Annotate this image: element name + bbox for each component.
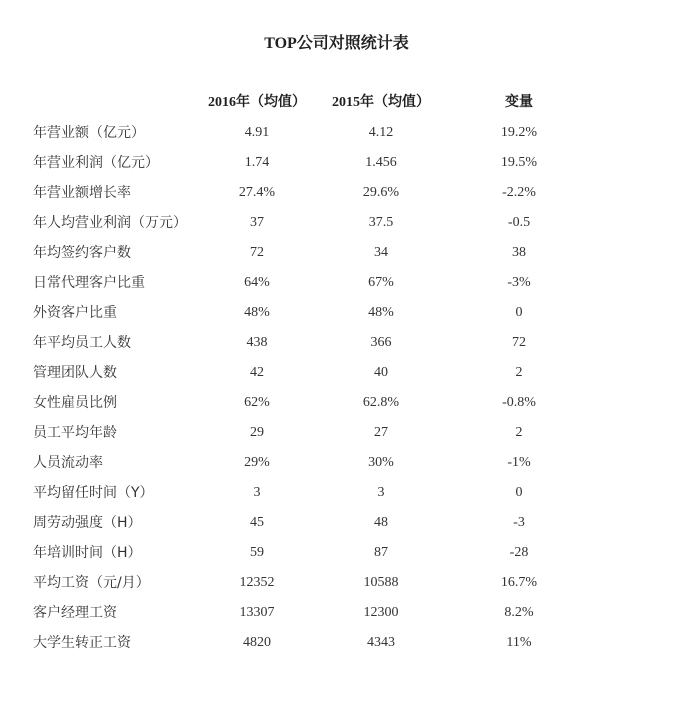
column-header-metric <box>33 88 195 118</box>
value-2016: 4820 <box>243 635 271 650</box>
value-2015: 29.6% <box>362 185 400 200</box>
value-2016: 1.74 <box>244 155 270 170</box>
value-2016: 62% <box>244 395 270 410</box>
value-2015: 37.5 <box>368 215 394 230</box>
metric-label: 员工平均年龄 <box>33 425 117 441</box>
table-row <box>33 538 595 568</box>
table-row <box>33 628 595 658</box>
value-2015: 30% <box>368 455 394 470</box>
table-row <box>33 508 595 538</box>
metric-label: 年平均员工人数 <box>33 335 131 351</box>
comparison-table <box>33 88 595 658</box>
metric-label: 管理团队人数 <box>33 365 117 381</box>
value-2016: 29 <box>250 425 264 440</box>
table-row <box>33 208 595 238</box>
value-change: -3 <box>513 515 525 530</box>
table-row <box>33 298 595 328</box>
metric-label: 外资客户比重 <box>33 305 117 321</box>
value-change: 2 <box>515 425 523 440</box>
value-change: 19.2% <box>500 125 538 140</box>
value-2015: 3 <box>377 485 385 500</box>
value-2016: 27.4% <box>238 185 276 200</box>
value-2015: 4343 <box>367 635 395 650</box>
column-header-change: 变量 <box>505 95 533 110</box>
table-row <box>33 238 595 268</box>
value-change: -1% <box>507 455 531 470</box>
value-2016: 4.91 <box>244 125 270 140</box>
value-2015: 366 <box>370 335 392 350</box>
value-2015: 48 <box>374 515 388 530</box>
value-2015: 62.8% <box>362 395 400 410</box>
table-row <box>33 328 595 358</box>
value-change: 11% <box>506 635 532 650</box>
value-2016: 29% <box>244 455 270 470</box>
table-row <box>33 268 595 298</box>
value-2016: 64% <box>244 275 270 290</box>
table-row <box>33 118 595 148</box>
column-header-2015: 2015年（均值） <box>332 95 430 110</box>
table-row <box>33 418 595 448</box>
metric-label: 年营业利润（亿元） <box>33 155 159 171</box>
value-2016: 45 <box>250 515 264 530</box>
value-change: -28 <box>509 545 529 560</box>
table-row <box>33 448 595 478</box>
table-row <box>33 568 595 598</box>
value-2015: 87 <box>374 545 388 560</box>
value-change: -2.2% <box>502 185 536 200</box>
metric-label: 年营业额（亿元） <box>33 125 145 141</box>
value-change: -3% <box>507 275 531 290</box>
value-2015: 67% <box>368 275 394 290</box>
value-2015: 27 <box>374 425 388 440</box>
value-2015: 1.456 <box>365 155 397 170</box>
value-2015: 10588 <box>363 575 399 590</box>
table-header-row <box>33 88 595 118</box>
metric-label: 周劳动强度（H） <box>33 515 142 531</box>
value-2016: 13307 <box>239 605 275 620</box>
value-change: -0.5 <box>507 215 531 230</box>
value-2015: 48% <box>368 305 394 320</box>
value-2016: 12352 <box>239 575 275 590</box>
table-row <box>33 478 595 508</box>
value-2015: 40 <box>374 365 388 380</box>
value-change: 19.5% <box>500 155 538 170</box>
page-title: TOP公司对照统计表 <box>264 35 409 52</box>
value-2016: 59 <box>250 545 264 560</box>
metric-label: 客户经理工资 <box>33 605 117 621</box>
metric-label: 大学生转正工资 <box>33 635 131 651</box>
value-2016: 72 <box>250 245 264 260</box>
value-2016: 37 <box>250 215 264 230</box>
table-row <box>33 178 595 208</box>
metric-label: 平均留任时间（Y） <box>33 485 154 501</box>
value-change: 16.7% <box>500 575 538 590</box>
table-row <box>33 148 595 178</box>
value-2015: 34 <box>374 245 388 260</box>
column-header-2016: 2016年（均值） <box>208 95 306 110</box>
value-2016: 48% <box>244 305 270 320</box>
metric-label: 人员流动率 <box>33 455 103 471</box>
metric-label: 年营业额增长率 <box>33 185 131 201</box>
metric-label: 平均工资（元/月） <box>33 575 150 591</box>
value-2016: 438 <box>246 335 268 350</box>
value-change: 2 <box>515 365 523 380</box>
table-row <box>33 358 595 388</box>
metric-label: 日常代理客户比重 <box>33 275 145 291</box>
metric-label: 年人均营业利润（万元） <box>33 215 187 231</box>
value-2015: 4.12 <box>368 125 394 140</box>
value-change: 38 <box>512 245 526 260</box>
value-2016: 3 <box>253 485 261 500</box>
value-2015: 12300 <box>363 605 399 620</box>
value-change: -0.8% <box>502 395 536 410</box>
metric-label: 女性雇员比例 <box>33 395 117 411</box>
value-change: 0 <box>515 485 523 500</box>
table-row <box>33 388 595 418</box>
metric-label: 年均签约客户数 <box>33 245 131 261</box>
table-row <box>33 598 595 628</box>
value-change: 0 <box>515 305 523 320</box>
value-change: 72 <box>512 335 526 350</box>
value-change: 8.2% <box>504 605 534 620</box>
value-2016: 42 <box>250 365 264 380</box>
metric-label: 年培训时间（H） <box>33 545 142 561</box>
